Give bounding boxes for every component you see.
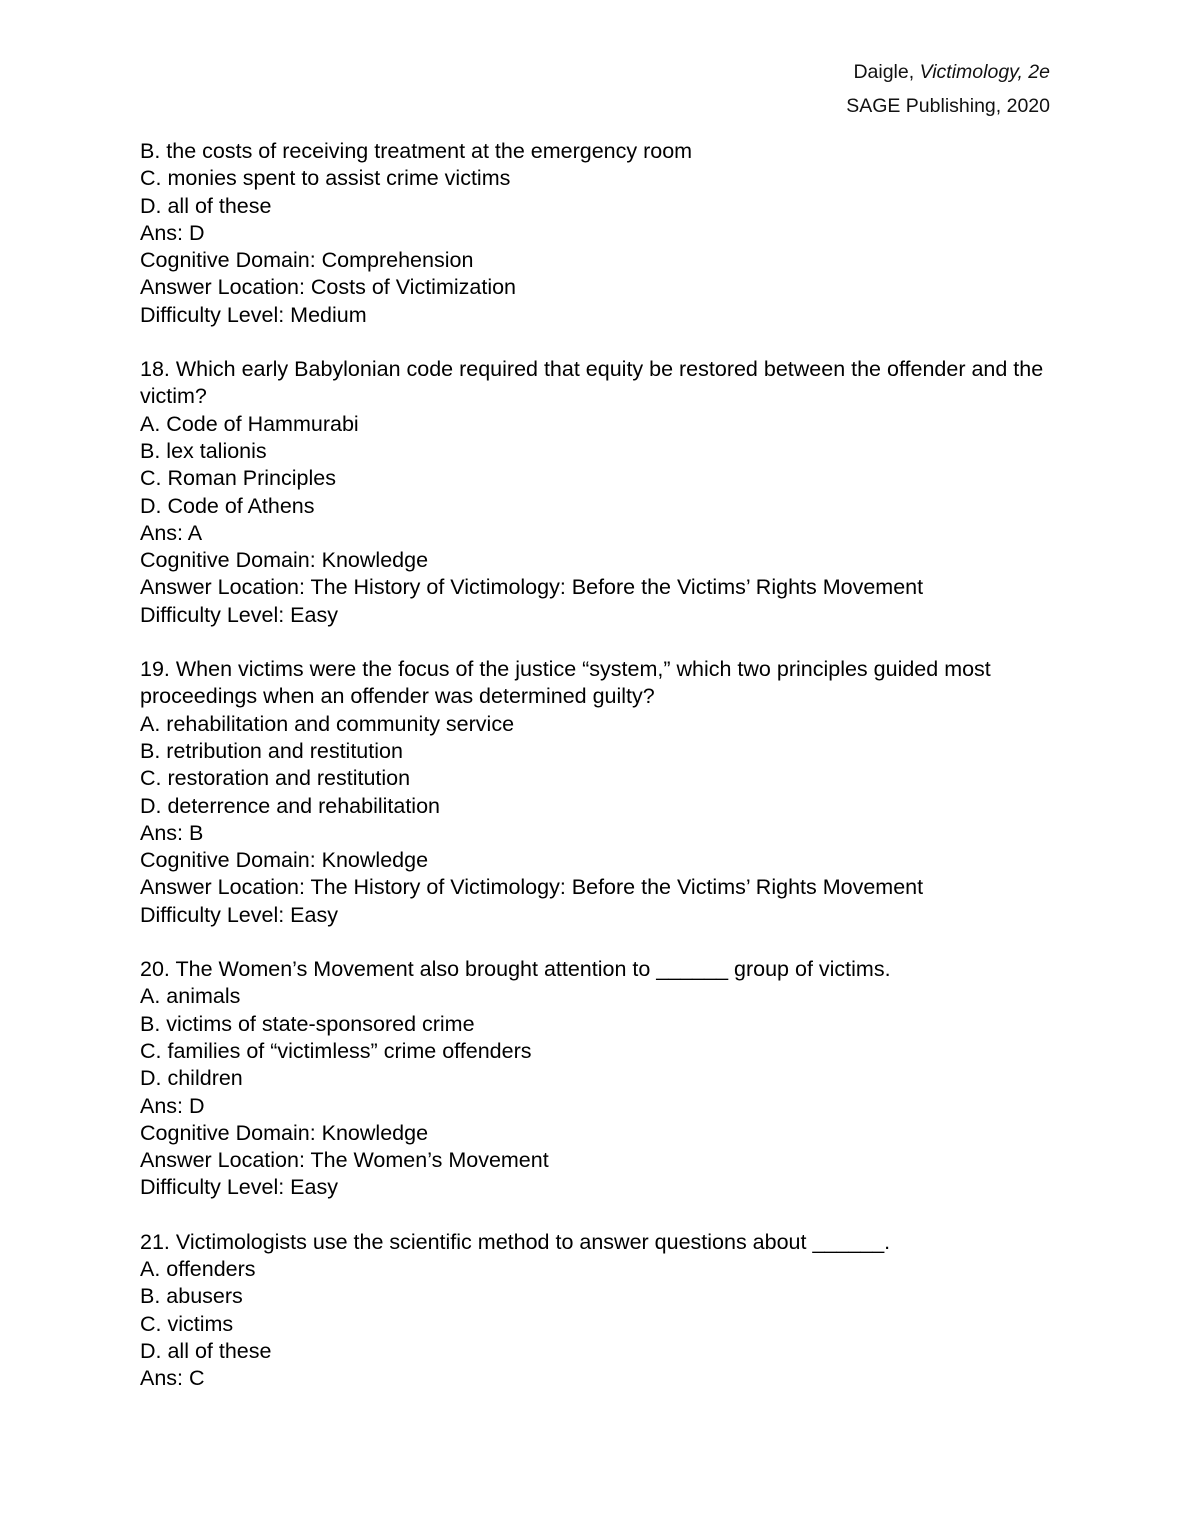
question-block-18 (140, 356, 1060, 629)
answer-key: Ans: C (140, 1366, 205, 1391)
cognitive-domain: Cognitive Domain: Knowledge (140, 1120, 429, 1145)
cognitive-domain: Cognitive Domain: Comprehension (140, 248, 474, 273)
question-block-20 (140, 956, 1060, 1202)
header-publisher: SAGE Publishing, 2020 (846, 95, 1050, 118)
answer-location: Answer Location: Costs of Victimization (140, 275, 517, 300)
question-block-21 (140, 1229, 1060, 1393)
header-book-title: Victimology, 2e (919, 61, 1050, 83)
answer-option-c: C. families of “victimless” crime offenders (140, 1038, 532, 1063)
question-text: 19. When victims were the focus of the justice “system,” which two principles guided most proceedings when an offender was determined guilty? (140, 657, 997, 709)
document-body (140, 138, 1060, 1392)
answer-option-d: D. all of these (140, 193, 272, 218)
answer-option-c: C. victims (140, 1311, 234, 1336)
question-text: 21. Victimologists use the scientific method to answer questions about ______. (140, 1229, 891, 1254)
cognitive-domain: Cognitive Domain: Knowledge (140, 848, 429, 873)
question-block-19 (140, 656, 1060, 929)
answer-location: Answer Location: The History of Victimology: Before the Victims’ Rights Movement (140, 875, 924, 900)
answer-option-a: A. animals (140, 984, 241, 1009)
answer-option-b: B. abusers (140, 1284, 243, 1309)
answer-option-d: D. Code of Athens (140, 493, 315, 518)
answer-option-c: C. Roman Principles (140, 466, 336, 491)
page-header (846, 55, 1050, 123)
answer-location: Answer Location: The Women’s Movement (140, 1148, 549, 1173)
answer-option-d: D. children (140, 1066, 243, 1091)
header-author: Daigle, (853, 61, 920, 83)
header-book-line (846, 55, 1050, 89)
answer-option-d: D. deterrence and rehabilitation (140, 793, 440, 818)
difficulty-level: Difficulty Level: Easy (140, 902, 338, 927)
answer-option-c: C. restoration and restitution (140, 766, 411, 791)
cognitive-domain: Cognitive Domain: Knowledge (140, 548, 429, 573)
question-text: 18. Which early Babylonian code required that equity be restored between the offender and the victim? (140, 357, 1050, 409)
difficulty-level: Difficulty Level: Easy (140, 602, 338, 627)
answer-key: Ans: D (140, 1093, 205, 1118)
answer-option-b: B. retribution and restitution (140, 738, 403, 763)
answer-option-b: B. the costs of receiving treatment at the emergency room (140, 139, 693, 163)
question-block-17-continued (140, 138, 1060, 329)
answer-key: Ans: B (140, 820, 204, 845)
difficulty-level: Difficulty Level: Easy (140, 1175, 338, 1200)
answer-key: Ans: A (140, 520, 203, 545)
answer-option-a: A. Code of Hammurabi (140, 411, 359, 436)
answer-location: Answer Location: The History of Victimology: Before the Victims’ Rights Movement (140, 575, 924, 600)
question-text: 20. The Women’s Movement also brought attention to ______ group of victims. (140, 957, 891, 982)
answer-option-a: A. offenders (140, 1256, 256, 1281)
difficulty-level: Difficulty Level: Medium (140, 302, 367, 327)
answer-option-b: B. victims of state-sponsored crime (140, 1011, 475, 1036)
answer-option-d: D. all of these (140, 1338, 272, 1363)
answer-option-c: C. monies spent to assist crime victims (140, 166, 511, 191)
answer-key: Ans: D (140, 220, 205, 245)
answer-option-a: A. rehabilitation and community service (140, 711, 515, 736)
answer-option-b: B. lex talionis (140, 438, 267, 463)
